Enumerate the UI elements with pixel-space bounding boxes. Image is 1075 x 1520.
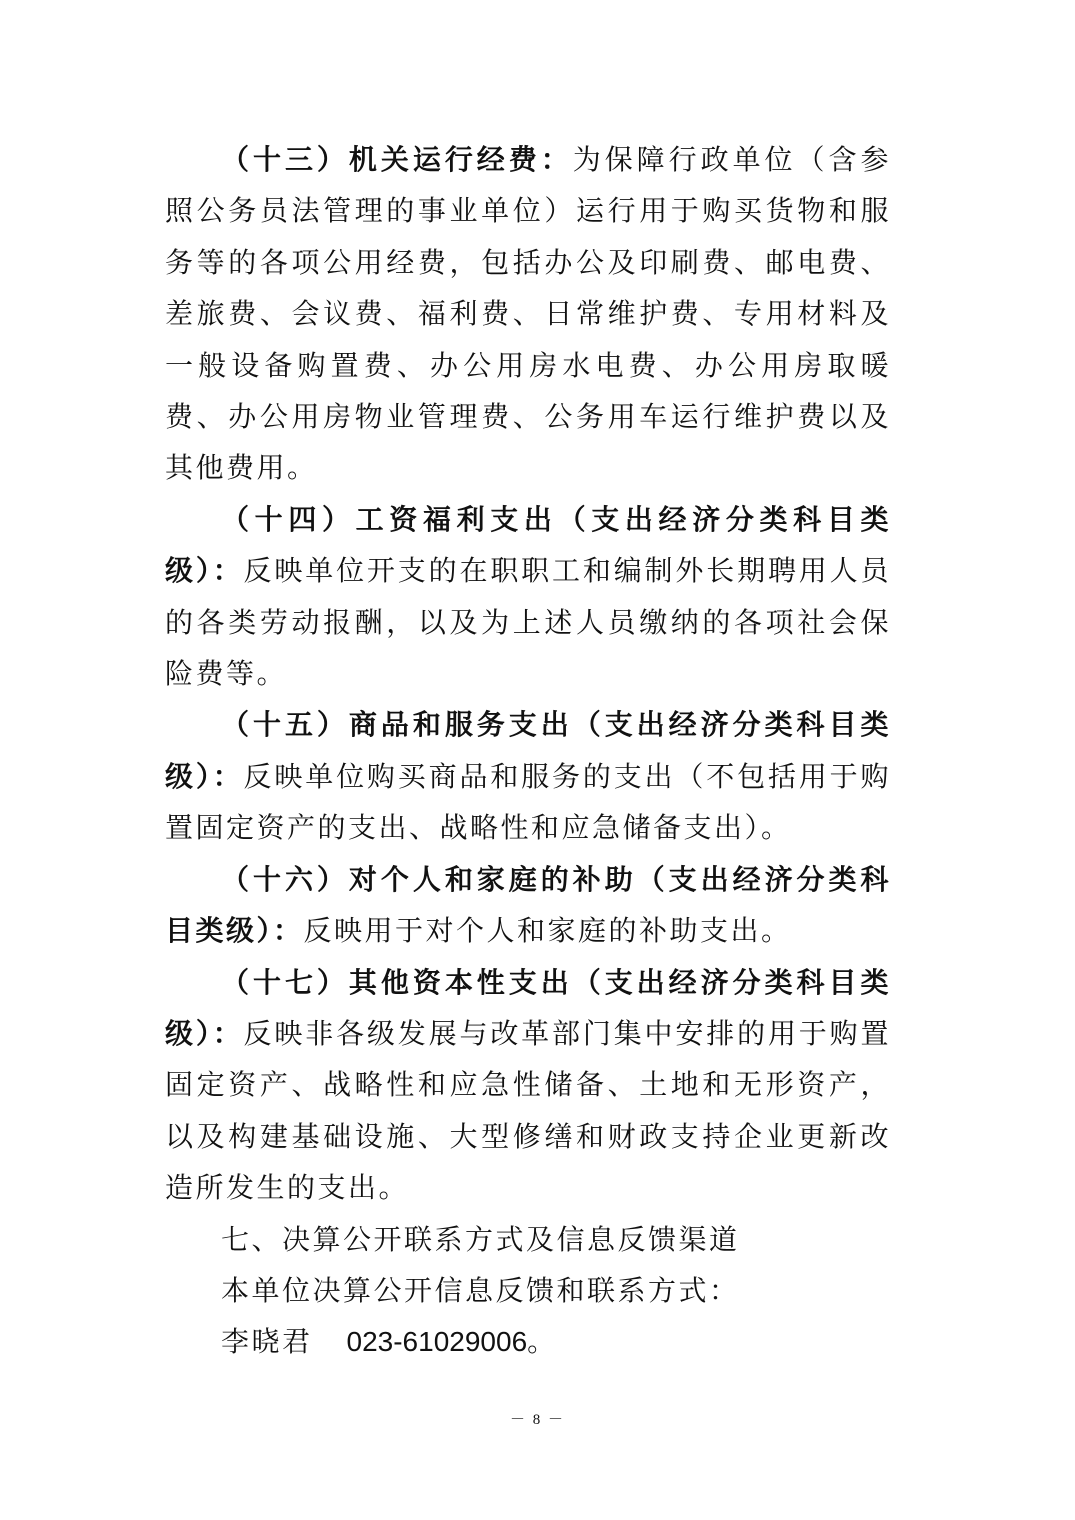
term-definition: 反映单位购买商品和服务的支出（不包括用于购置固定资产的支出、战略性和应急储备支出）。 xyxy=(165,759,891,845)
term-definition: 反映非各级发展与改革部门集中安排的用于购置固定资产、战略性和应急性储备、土地和无形资产，以及构建基础设施、大型修缮和财政支持企业更新改造所发生的支出。 xyxy=(165,1016,891,1205)
section-heading: 七、决算公开联系方式及信息反馈渠道 xyxy=(221,1222,740,1256)
term-definition: 为保障行政单位（含参照公务员法管理的事业单位）运行用于购买货物和服务等的各项公用经费，包括办公及印刷费、邮电费、差旅费、会议费、福利费、日常维护费、专用材料及一般设备购置费、办公用房水电费、办公用房取暖费、办公用房物业管理费、公务用车运行维护费以及其他费用。 xyxy=(165,143,891,485)
term-title: （十七）其他资本性支出（支出经济分类科目类级）： xyxy=(165,965,891,1050)
contact-phone: 023-61029006。 xyxy=(346,1326,556,1358)
paragraph-operating-expenses xyxy=(165,134,891,494)
term-definition: 反映用于对个人和家庭的补助支出。 xyxy=(303,914,792,948)
contact-name: 李晓君 xyxy=(221,1325,313,1359)
term-title: （十四）工资福利支出（支出经济分类科目类级）： xyxy=(165,502,891,588)
page-number: － 8 － xyxy=(509,1412,565,1428)
paragraph-household-subsidy xyxy=(165,854,891,957)
page-body xyxy=(165,134,891,1368)
contact-line xyxy=(165,1316,891,1367)
paragraph-capital-expenditure xyxy=(165,957,891,1214)
term-title: （十三）机关运行经费： xyxy=(221,143,573,176)
term-title: （十五）商品和服务支出（支出经济分类科目类级）： xyxy=(165,708,891,793)
contact-intro: 本单位决算公开信息反馈和联系方式： xyxy=(221,1273,740,1307)
paragraph-wage-welfare xyxy=(165,494,891,700)
paragraph-goods-services xyxy=(165,699,891,853)
term-definition: 反映单位开支的在职职工和编制外长期聘用人员的各类劳动报酬，以及为上述人员缴纳的各项社会保险费等。 xyxy=(165,554,891,691)
term-title: （十六）对个人和家庭的补助（支出经济分类科目类级）： xyxy=(165,862,891,948)
